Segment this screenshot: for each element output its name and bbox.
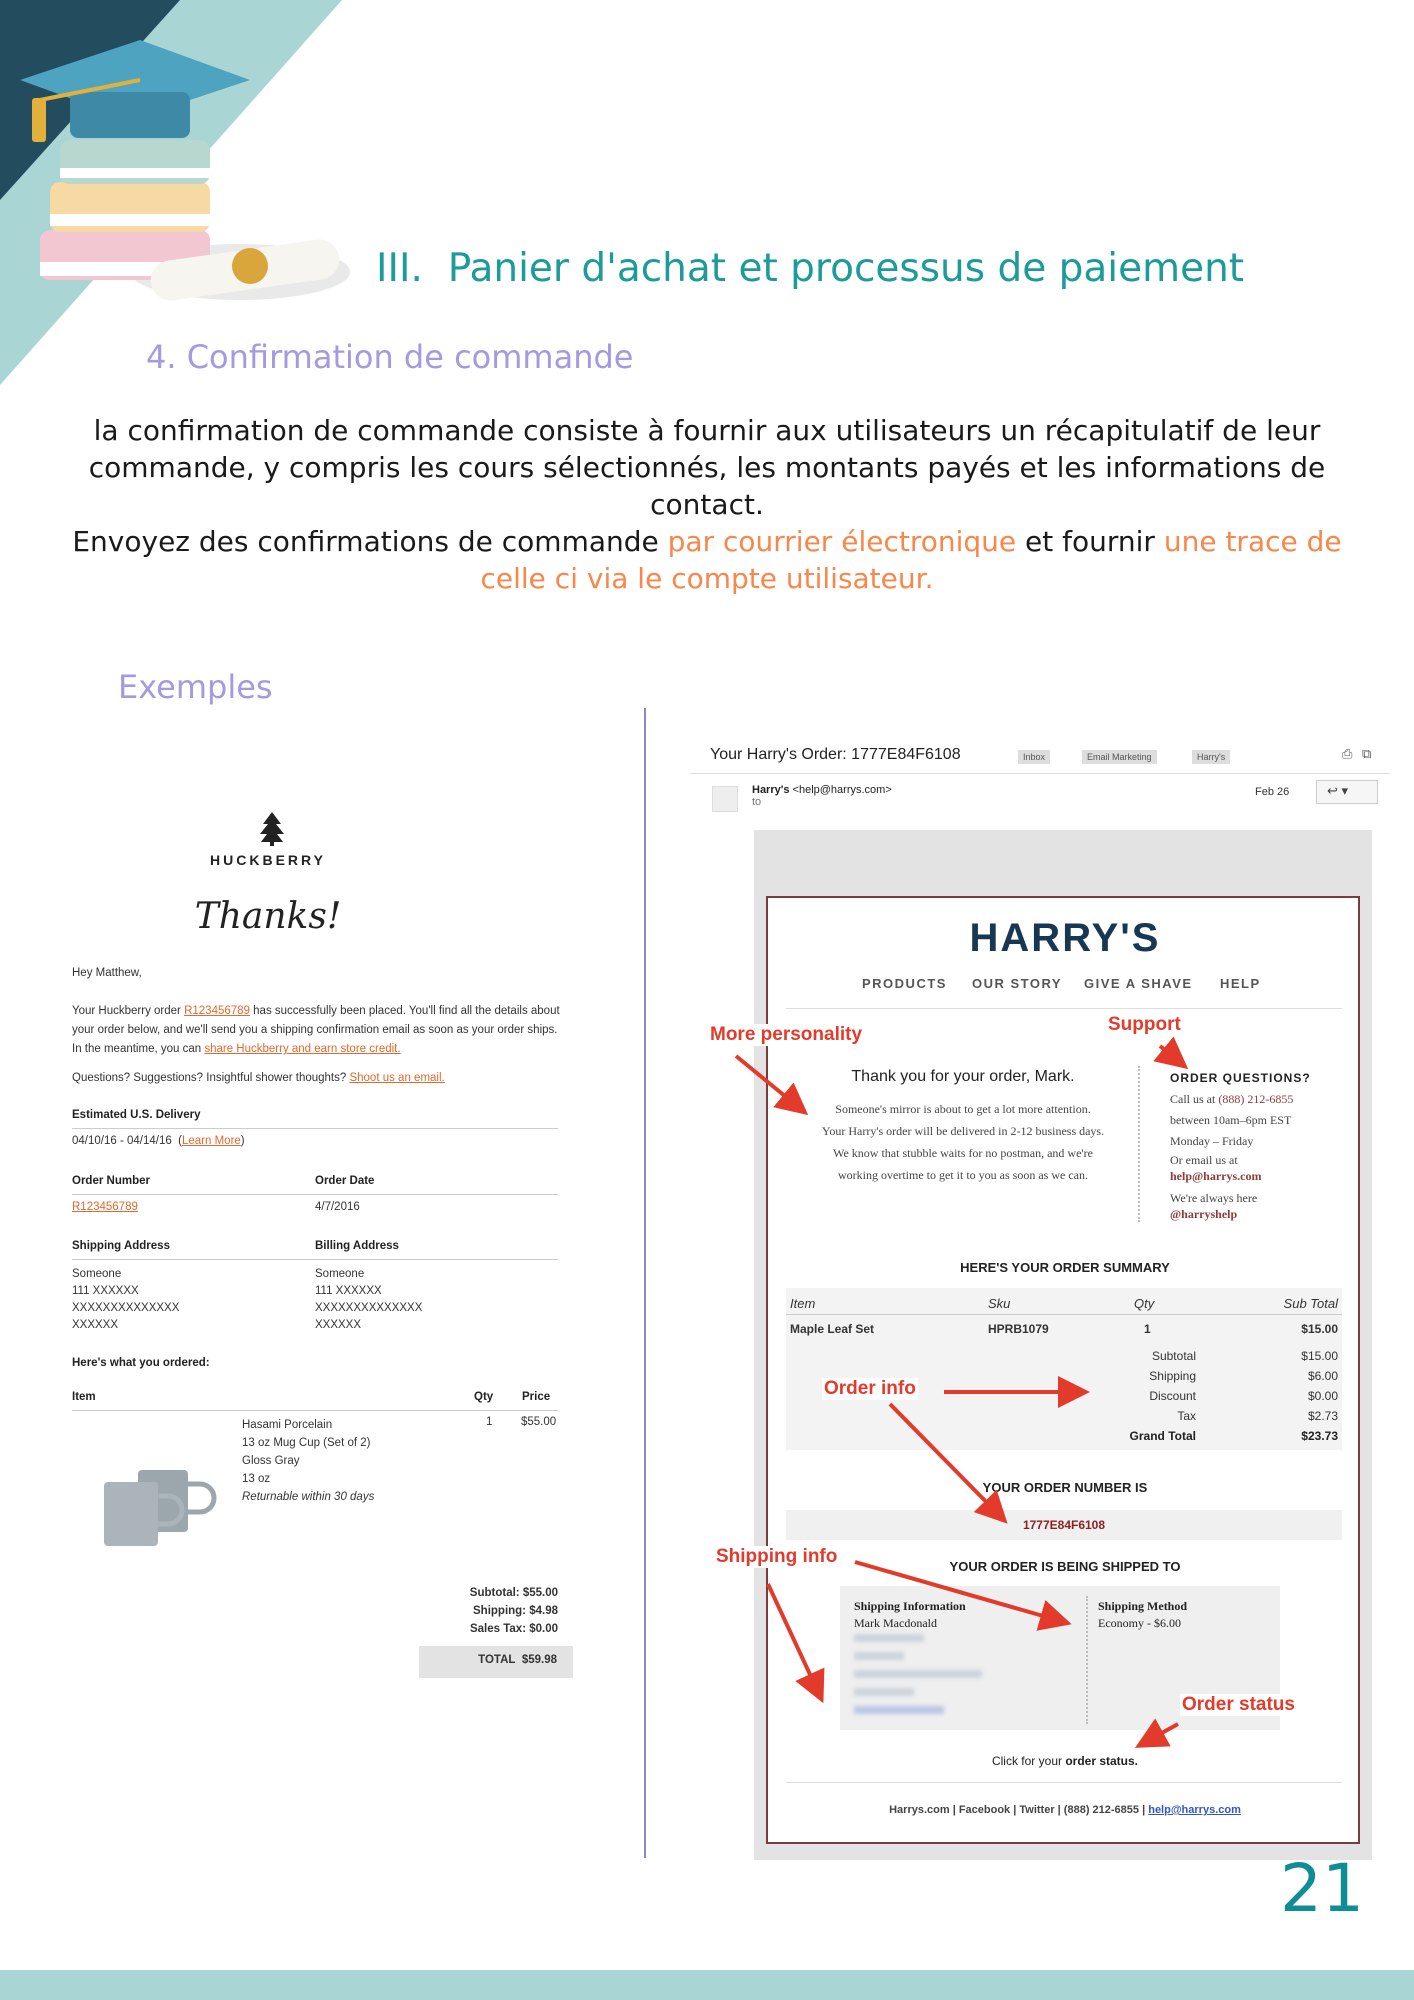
order-message: Your Huckberry order R123456789 has successfully been placed. You'll find all the details about your order below, and we'll send you a shipping confirmation email as soon as your order ships. In the meantime, you can share Huckberry and earn store credit. (72, 1005, 560, 1055)
thank-you-heading: Thank you for your order, Mark. (851, 1068, 1075, 1085)
billing-address-label: Billing Address (315, 1240, 399, 1252)
annotation-support: Support (1108, 1014, 1181, 1035)
divider (1086, 1596, 1088, 1724)
tree-logo-icon (252, 812, 292, 849)
email-footer: Harrys.com | Facebook | Twitter | (888) 212-6855 | help@harrys.com (889, 1804, 1241, 1816)
rule (72, 1410, 558, 1411)
huckberry-brand: HUCKBERRY (210, 852, 326, 868)
harrys-email-card: HARRY'S PRODUCTS OUR STORY GIVE A SHAVE HELP Thank you for your order, Mark. Someone's mirror is about to get a lot more attention. Your Harry's order will be delivered in 2-12 business days. We know that stubble waits for no postman, and we're working overtime to get it to you as soon as we can. ORDER QUESTIONS? Call us at (888) 212-6855 between 10am–6pm EST Monday – Friday Or email us at help@harrys.com We're always here @harryshelp HERE'S YOUR ORDER SUMMARY Item Sku Qty Sub Total Maple Leaf Set HPRB1079 1 $15.00 Subtotal Shipping Discount Tax Grand Total $15.00 $6.00 $0.00 $2.73 $23.73 YOUR ORDER NUMBER IS 1777E84F6108 YOUR ORDER IS BEING SHIPPED TO Shipping Information Mark Macdonald Shipping Method Economy - $6.00 Click for your order status. Harrys.com | Facebook | Twitter | (888) 212-6855 | help@harrys.com (766, 896, 1360, 1844)
sender-avatar (712, 786, 738, 812)
shipping-address-label: Shipping Address (72, 1240, 170, 1252)
harrys-logo: HARRY'S (969, 916, 1161, 960)
section-heading: III. Panier d'achat et processus de paiement (376, 246, 1245, 291)
annotation-order-status: Order status (1182, 1694, 1295, 1715)
graduation-decoration-image (0, 0, 360, 390)
annotation-order-info: Order info (824, 1378, 916, 1399)
order-number-link[interactable]: R123456789 (72, 1201, 138, 1213)
sender: Harry's <help@harrys.com> to (752, 784, 892, 808)
shipping-information: Shipping Information Mark Macdonald (854, 1599, 966, 1630)
order-number-label: Order Number (72, 1175, 150, 1187)
email-subject: Your Harry's Order: 1777E84F6108 (710, 746, 961, 763)
order-date-value: 4/7/2016 (315, 1201, 360, 1213)
footer-bar (0, 1970, 1414, 2000)
ordered-label: Here's what you ordered: (72, 1357, 210, 1369)
greeting: Hey Matthew, (72, 967, 142, 979)
blurred-address (854, 1634, 924, 1642)
col-item: Item (72, 1391, 96, 1403)
col-price: Price (522, 1391, 551, 1403)
shipping-address: Someone 111 XXXXXX XXXXXXXXXXXXXX XXXXXX (72, 1268, 180, 1331)
order-link[interactable]: R123456789 (184, 1005, 250, 1017)
mug-image (86, 1450, 226, 1550)
order-questions: ORDER QUESTIONS? Call us at (888) 212-6855 between 10am–6pm EST Monday – Friday Or email us at help@harrys.com We're always here @harryshelp (1170, 1071, 1311, 1221)
blurred-address (854, 1688, 914, 1696)
print-icon[interactable]: ⎙ (1342, 746, 1353, 761)
label-chip[interactable]: Email Marketing (1082, 750, 1157, 764)
intro-line-2: Envoyez des confirmations de commande par courrier électronique et fournir une trace de celle ci via le compte utilisateur. (72, 525, 1342, 595)
questions-text: Questions? Suggestions? Insightful shower thoughts? Shoot us an email. (72, 1072, 445, 1084)
summary-title: HERE'S YOUR ORDER SUMMARY (960, 1260, 1170, 1275)
divider (644, 708, 646, 1858)
est-delivery-value: 04/10/16 - 04/14/16 (Learn More) (72, 1135, 245, 1147)
blurred-phone (854, 1706, 944, 1714)
section-subtitle: 4. Confirmation de commande (146, 338, 634, 376)
annotation-shipping-info: Shipping info (716, 1546, 838, 1567)
nav-products[interactable]: PRODUCTS (862, 976, 947, 991)
order-status-link[interactable]: order status. (1065, 1754, 1139, 1768)
huckberry-email (72, 800, 572, 1700)
examples-label: Exemples (118, 668, 273, 706)
email-date: Feb 26 (1255, 786, 1290, 798)
shipping-method: Shipping Method Economy - $6.00 (1098, 1599, 1188, 1630)
thank-you-message: Someone's mirror is about to get a lot more attention. Your Harry's order will be delivered in 2-12 business days. We know that stubble waits for no postman, and we're working overtime to get it to you as soon as we can. (821, 1102, 1105, 1182)
rule (72, 1194, 558, 1195)
item-price: $55.00 (521, 1416, 557, 1428)
item-details: Hasami Porcelain 13 oz Mug Cup (Set of 2) Gloss Gray 13 oz Returnable within 30 days (242, 1419, 375, 1503)
blurred-address (854, 1670, 982, 1678)
divider (1138, 1066, 1140, 1222)
rule (786, 1008, 1342, 1009)
label-chip[interactable]: Harry's (1192, 750, 1230, 764)
order-number-box: 1777E84F6108 (786, 1510, 1342, 1540)
rule (72, 1259, 558, 1260)
harrys-email-screenshot (690, 734, 1390, 1864)
label-chip[interactable]: Inbox (1018, 750, 1050, 764)
open-window-icon[interactable]: ⧉ (1362, 746, 1372, 761)
footer-email-link[interactable]: help@harrys.com (1148, 1804, 1241, 1816)
order-number-title: YOUR ORDER NUMBER IS (982, 1480, 1148, 1495)
learn-more-link[interactable]: Learn More (181, 1135, 241, 1147)
order-status-text: Click for your order status. (991, 1754, 1139, 1768)
col-qty: Qty (474, 1391, 494, 1403)
shipped-title: YOUR ORDER IS BEING SHIPPED TO (949, 1559, 1181, 1574)
blurred-address (854, 1652, 904, 1660)
order-date-label: Order Date (315, 1175, 375, 1187)
nav-our-story[interactable]: OUR STORY (972, 976, 1063, 991)
billing-address: Someone 111 XXXXXX XXXXXXXXXXXXXX XXXXXX (315, 1268, 423, 1331)
share-link[interactable]: share Huckberry and earn store credit. (204, 1043, 401, 1055)
nav-help[interactable]: HELP (1220, 976, 1261, 991)
rule (72, 1128, 558, 1129)
email-header (690, 734, 1390, 774)
est-delivery-label: Estimated U.S. Delivery (72, 1109, 201, 1121)
item-qty: 1 (486, 1416, 493, 1428)
totals: Subtotal: $55.00 Shipping: $4.98 Sales Tax: $0.00 (469, 1587, 558, 1635)
email-link[interactable]: Shoot us an email. (349, 1072, 445, 1084)
intro-line-1: la confirmation de commande consiste à fournir aux utilisateurs un récapitulatif de leur commande, y compris les cours sélectionnés, les montants payés et les informations de contact. (88, 414, 1326, 521)
reply-icon[interactable]: ↩ ▾ (1316, 780, 1378, 804)
rule (786, 1314, 1342, 1315)
annotation-more-personality: More personality (710, 1024, 863, 1045)
thanks-heading: Thanks! (194, 896, 342, 937)
intro-paragraph (70, 412, 1344, 597)
page-number: 21 (1280, 1850, 1364, 1927)
nav-give-a-shave[interactable]: GIVE A SHAVE (1084, 976, 1193, 991)
rule (786, 1782, 1342, 1783)
total-box: TOTAL $59.98 (419, 1646, 573, 1678)
